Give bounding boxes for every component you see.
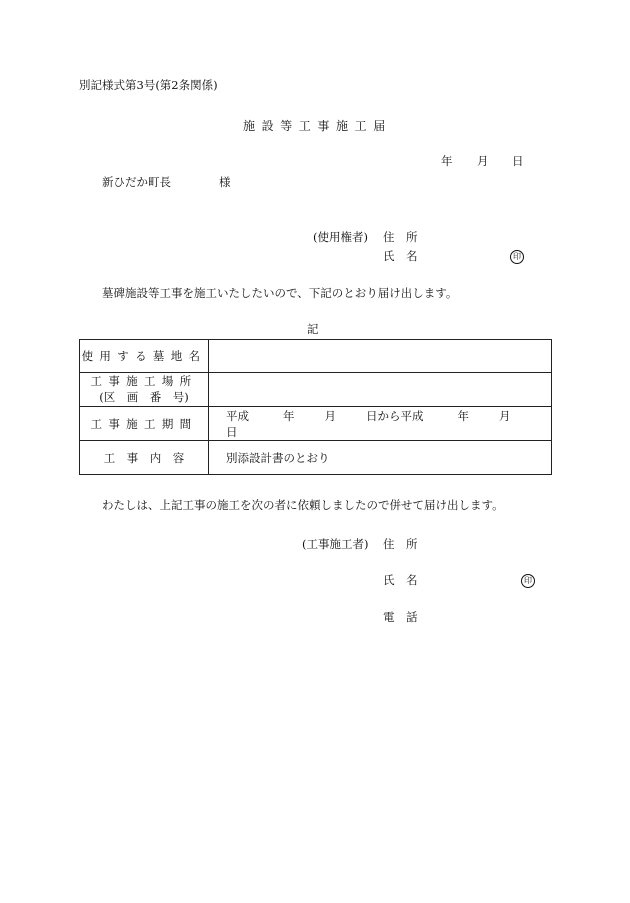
label-work-location-line1: 工事施工場所 (90, 373, 198, 388)
label-work-location (80, 373, 209, 407)
table-row-content (80, 441, 552, 475)
applicant-seal-glyph: 印 (510, 250, 524, 264)
contractor-phone-label: 電 話 (383, 610, 418, 624)
label-work-period: 工事施工期間 (80, 407, 209, 441)
addressee-name: 新ひだか町長 (102, 175, 171, 189)
form-number: 別記様式第3号(第2条関係) (79, 78, 218, 92)
table-row-location (80, 373, 552, 407)
period-day-start-to-era: 日から平成 (366, 408, 424, 423)
value-work-content: 別添設計書のとおり (209, 441, 552, 475)
addressee-honorific: 様 (219, 175, 231, 189)
contractor-address-label: 住 所 (383, 537, 418, 551)
label-cemetery-name: 使用する墓地名 (80, 340, 209, 373)
contractor-role: (工事施工者) (302, 537, 369, 551)
period-month-end: 月 (499, 408, 511, 423)
date-year-label: 年 (441, 154, 453, 168)
value-cemetery-name (209, 340, 552, 373)
applicant-address-label: 住 所 (383, 230, 418, 244)
contractor-seal-mark (521, 574, 535, 588)
period-year-end: 年 (457, 408, 469, 423)
applicant-role: (使用権者) (313, 230, 368, 244)
value-work-location (209, 373, 552, 407)
table-row-period (80, 407, 552, 441)
label-work-content: 工 事 内 容 (80, 441, 209, 475)
applicant-seal-mark (510, 250, 524, 264)
details-table (79, 339, 552, 475)
ki-heading: 記 (307, 322, 319, 336)
label-work-location-line2: (区 画 番 号) (99, 389, 189, 404)
request-statement: わたしは、上記工事の施工を次の者に依頼しましたので併せて届け出します。 (102, 498, 504, 512)
period-year-start: 年 (283, 408, 295, 423)
period-day-end: 日 (226, 424, 238, 439)
table-row-cemetery (80, 340, 552, 373)
application-statement: 墓碑施設等工事を施工いたしたいので、下記のとおり届け出します。 (102, 286, 458, 300)
date-month-label: 月 (477, 154, 489, 168)
contractor-seal-glyph: 印 (521, 574, 535, 588)
contractor-name-label: 氏 名 (383, 573, 418, 587)
value-work-period (209, 407, 552, 441)
period-month-start: 月 (324, 408, 336, 423)
document-title: 施設等工事施工届 (243, 119, 392, 133)
period-era-start: 平成 (226, 408, 249, 423)
date-day-label: 日 (512, 154, 524, 168)
applicant-name-label: 氏 名 (383, 249, 418, 263)
